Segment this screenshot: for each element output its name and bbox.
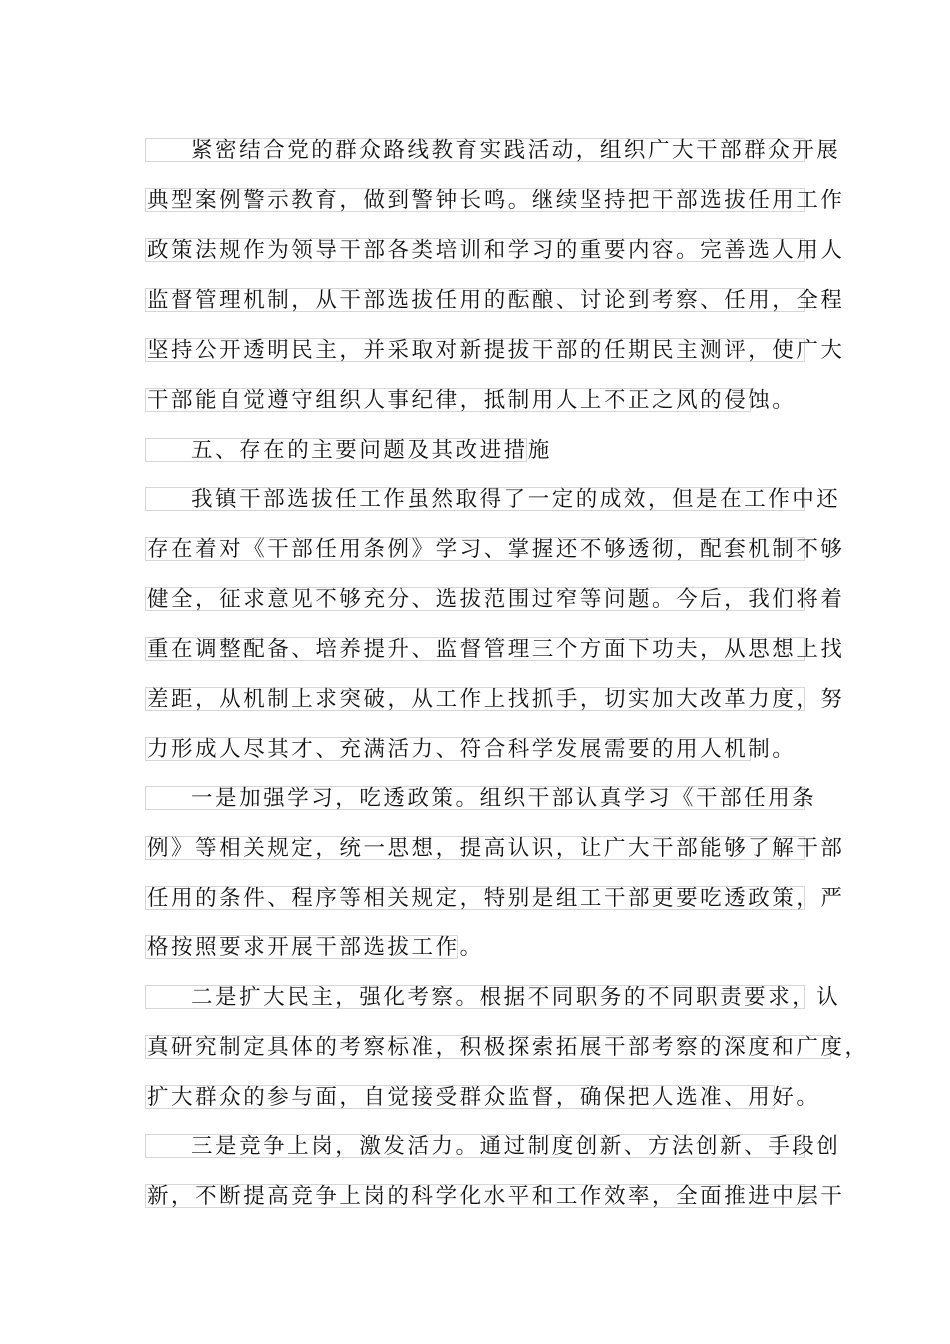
text-line-15: 例》等相关规定，统一思想，提高认识，让广大干部能够了解干部: [147, 836, 845, 861]
text-line-3: 政策法规作为领导干部各类培训和学习的重要内容。完善选人用人: [147, 238, 845, 263]
text-line-9: 存在着对《干部任用条例》学习、掌握还不够透彻，配套机制不够: [147, 537, 845, 562]
text-line-17: 格按照要求开展干部选拔工作。: [147, 935, 484, 960]
text-line-13: 力形成人尽其才、充满活力、符合科学发展需要的用人机制。: [147, 737, 797, 762]
text-line-21: 三是竞争上岗，激发活力。通过制度创新、方法创新、手段创: [145, 1134, 805, 1158]
text-line-18: 二是扩大民主，强化考察。根据不同职务的不同职责要求，认: [145, 985, 805, 1009]
text-line-22: 新，不断提高竞争上岗的科学化水平和工作效率，全面推进中层干: [147, 1184, 845, 1209]
text-line-20: 扩大群众的参与面，自觉接受群众监督，确保把人选准、用好。: [147, 1085, 821, 1110]
section-heading: 五、存在的主要问题及其改进措施: [145, 438, 527, 462]
text-line-16: 任用的条件、程序等相关规定，特别是组工干部更要吃透政策，严: [147, 886, 845, 911]
text-line-19: 真研究制定具体的考察标准，积极探索拓展干部考察的深度和广度，: [147, 1035, 869, 1060]
text-line-8: 我镇干部选拔任工作虽然取得了一定的成效，但是在工作中还: [145, 487, 805, 511]
text-line-12: 差距，从机制上求突破，从工作上找抓手，切实加大改革力度，努: [147, 687, 845, 712]
text-line-5: 坚持公开透明民主，并采取对新提拔干部的任期民主测评，使广大: [147, 338, 845, 363]
text-line-4: 监督管理机制，从干部选拔任用的酝酿、讨论到考察、任用，全程: [147, 288, 845, 313]
text-line-10: 健全，征求意见不够充分、选拔范围过窄等问题。今后，我们将着: [147, 587, 845, 612]
text-line-11: 重在调整配备、培养提升、监督管理三个方面下功夫，从思想上找: [147, 637, 845, 662]
text-line-6: 干部能自觉遵守组织人事纪律，抵制用人上不正之风的侵蚀。: [147, 388, 797, 413]
text-line-14: 一是加强学习，吃透政策。组织干部认真学习《干部任用条: [145, 786, 805, 810]
text-line-2: 典型案例警示教育，做到警钟长鸣。继续坚持把干部选拔任用工作: [147, 188, 845, 213]
text-line-1: 紧密结合党的群众路线教育实践活动，组织广大干部群众开展: [145, 138, 805, 162]
